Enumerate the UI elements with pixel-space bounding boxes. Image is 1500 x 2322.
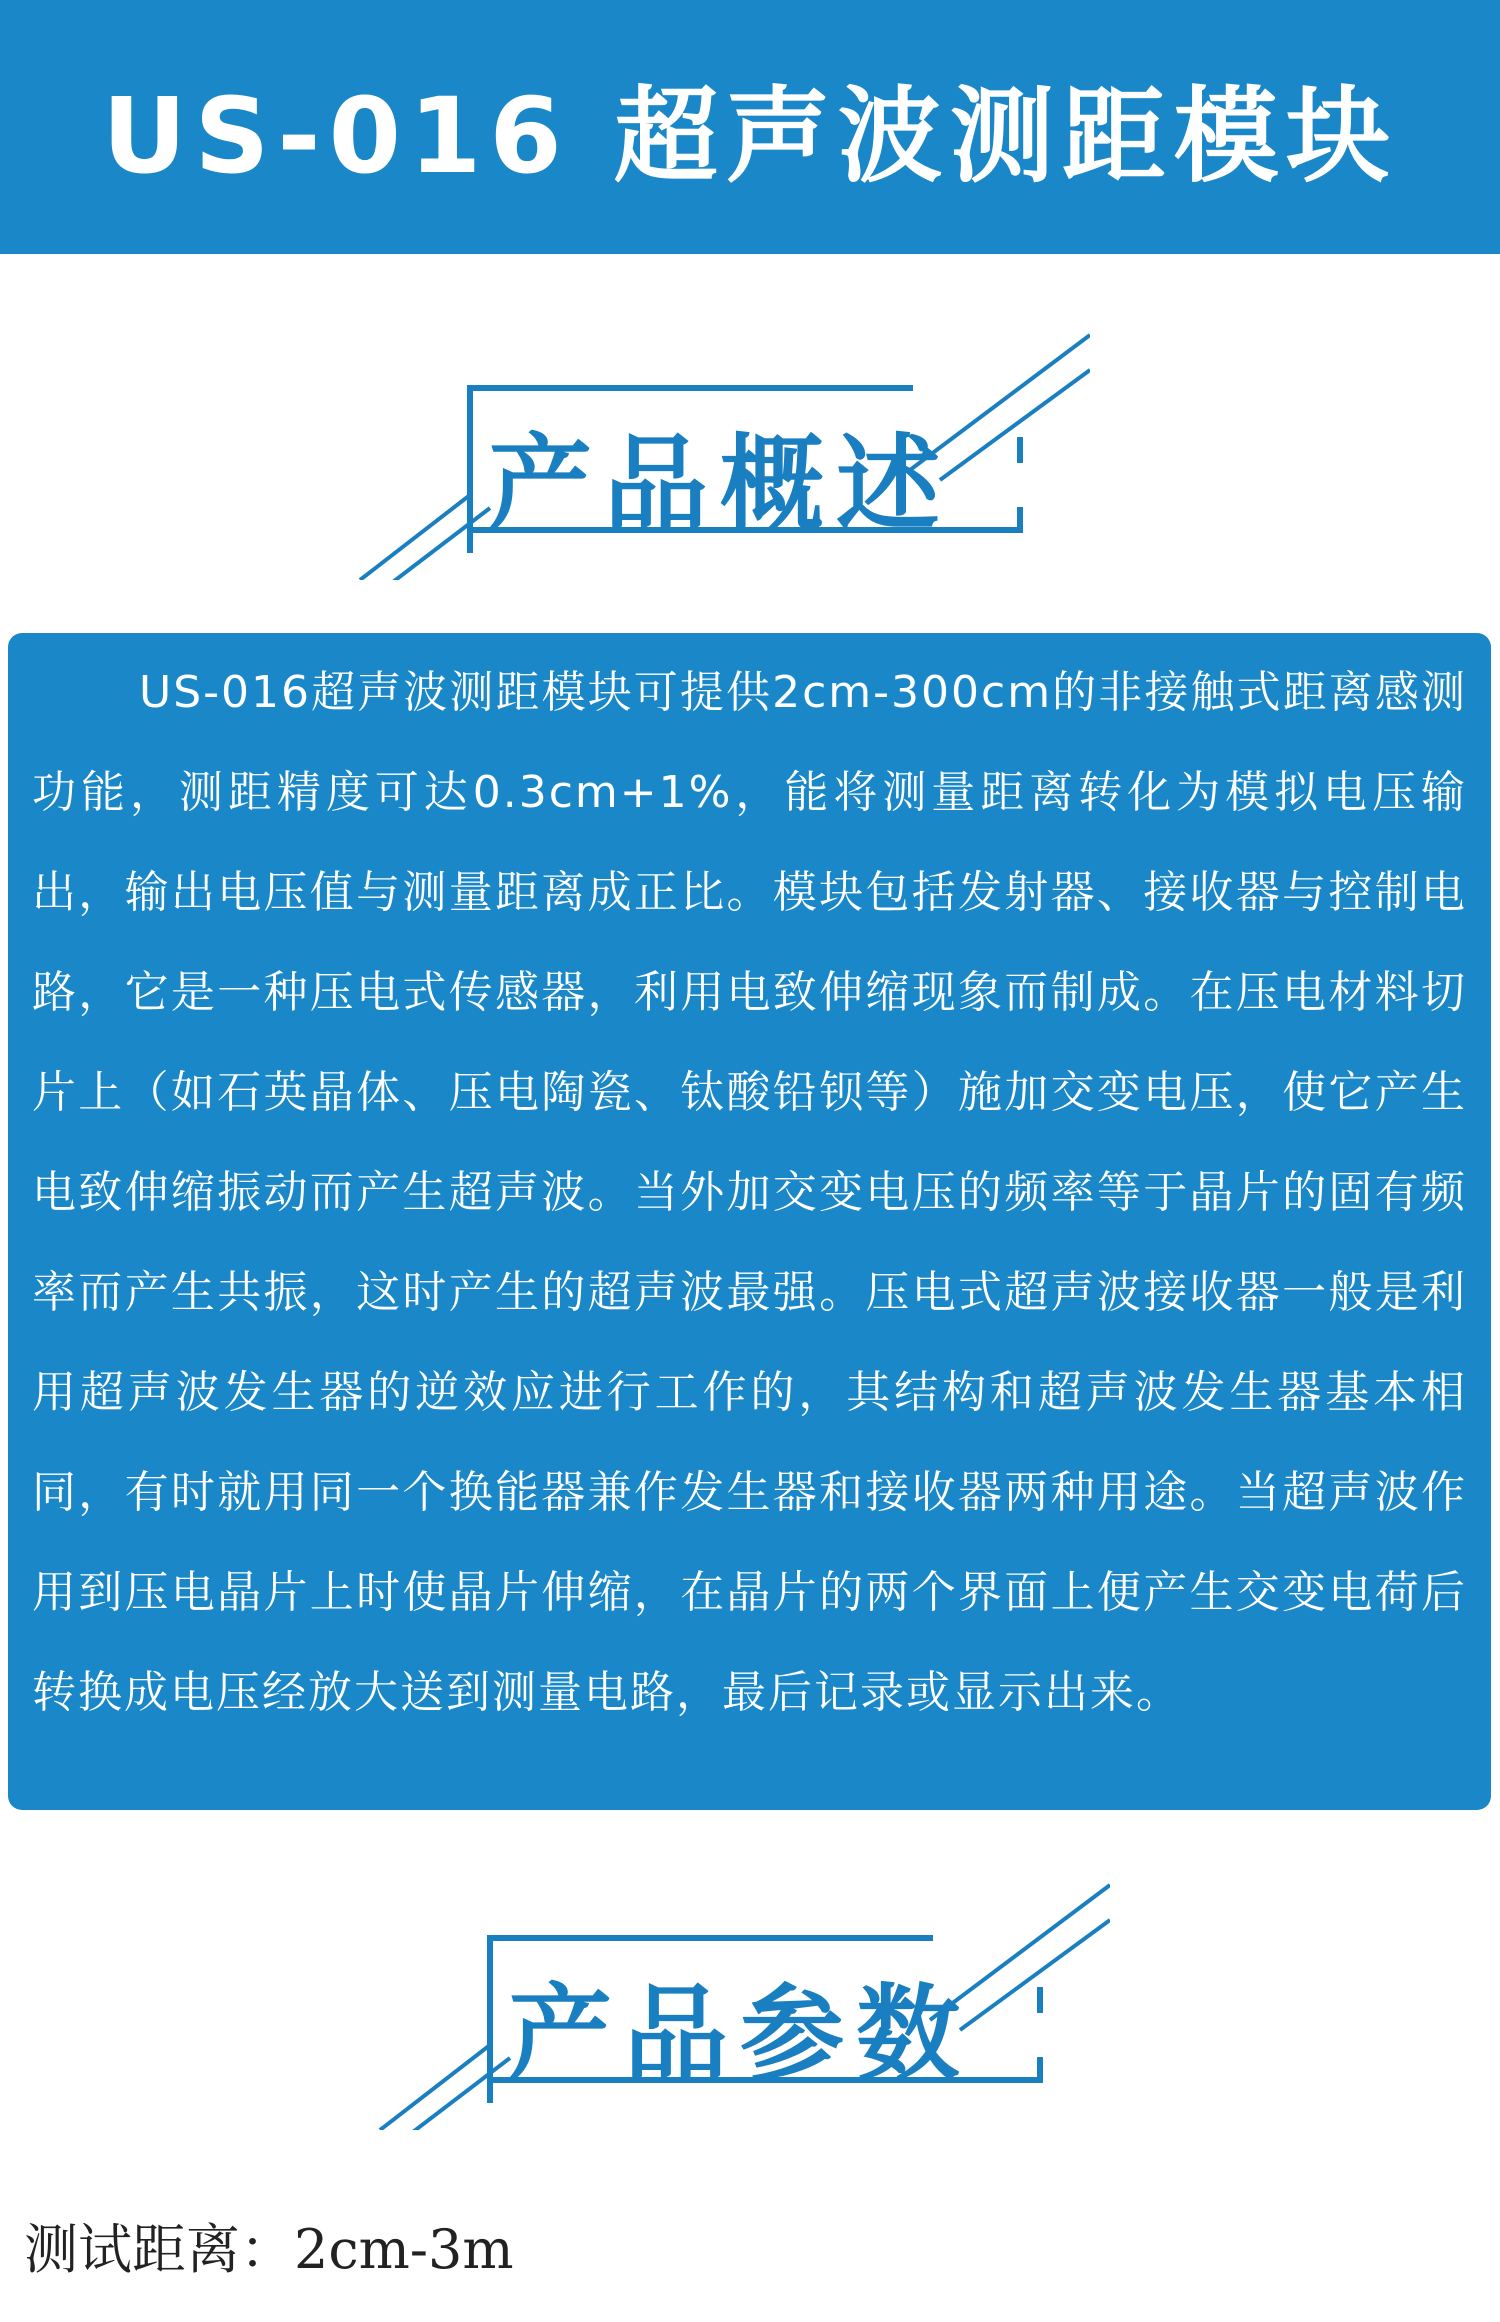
page-title: US-016 超声波测距模块: [102, 75, 1398, 197]
overview-paragraph: US-016超声波测距模块可提供2cm-300cm的非接触式距离感测功能，测距精度可达0.3cm+1%，能将测量距离转化为模拟电压输出，输出电压值与测量距离成正比。模块包括发射器、接收器与控制电路，它是一种压电式传感器，利用电致伸缩现象而制成。在压电材料切片上（如石英晶体、压电陶瓷、钛酸铅钡等）施加交变电压，使它产生电致伸缩振动而产生超声波。当外加交变电压的频率等于晶片的固有频率而产生共振，这时产生的超声波最强。压电式超声波接收器一般是利用超声波发生器的逆效应进行工作的，其结构和超声波发生器基本相同，有时就用同一个换能器兼作发生器和接收器两种用途。当超声波作用到压电晶片上时使晶片伸缩，在晶片的两个界面上便产生交变电荷后转换成电压经放大送到测量电路，最后记录或显示出来。: [32, 667, 1467, 1718]
param-row-test-distance: 测试距离：2cm-3m: [24, 2218, 514, 2281]
overview-panel: [8, 633, 1491, 1810]
header-banner: [0, 0, 1500, 254]
params-list: [24, 2200, 1474, 2300]
params-title-label: 产品参数: [507, 1973, 972, 2095]
overview-section-title: [350, 330, 1090, 580]
params-section-title: [370, 1880, 1110, 2130]
overview-title-label: 产品概述: [487, 423, 952, 545]
